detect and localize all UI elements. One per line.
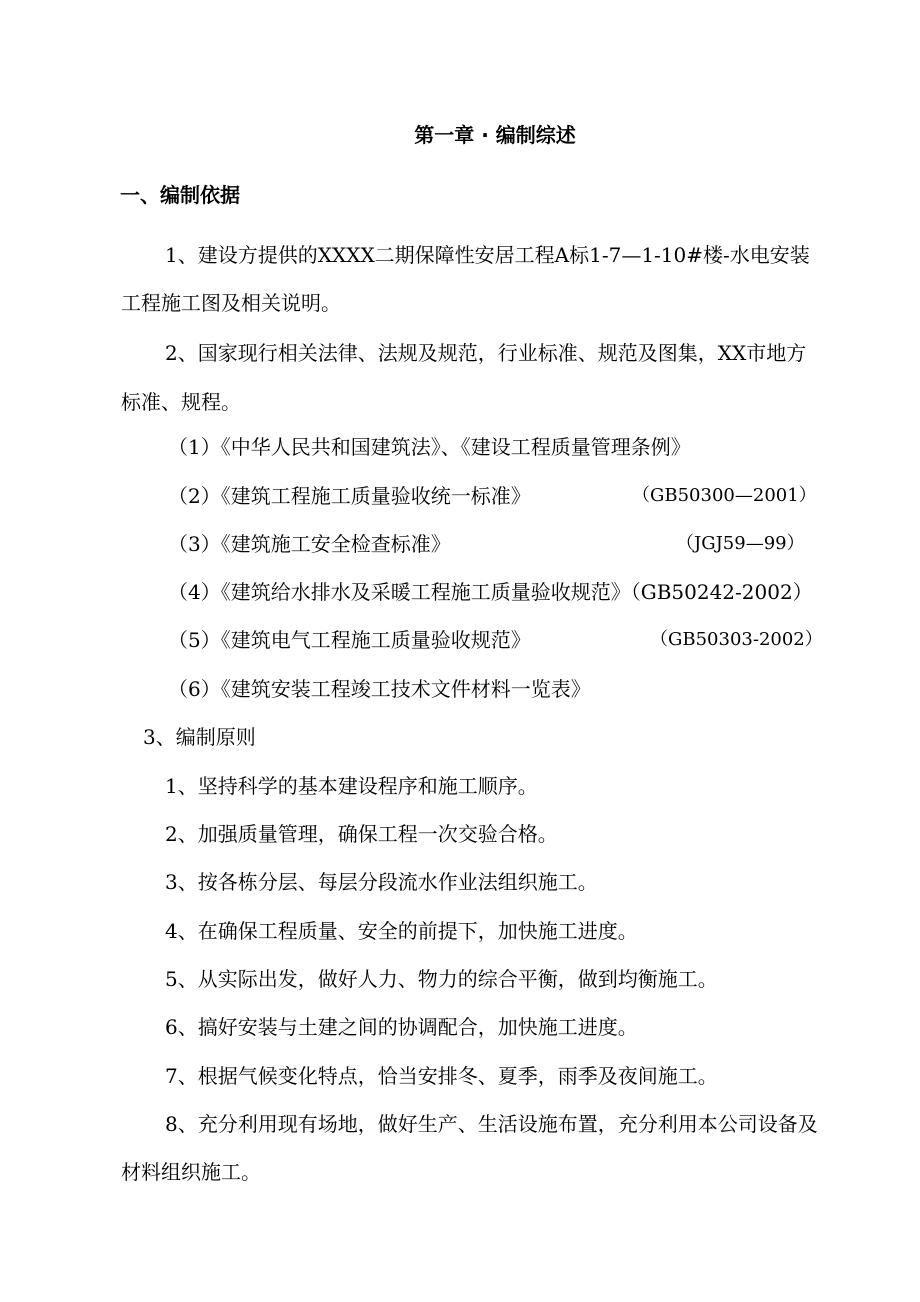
principle-item-1: 1、坚持科学的基本建设程序和施工顺序。 — [165, 774, 538, 798]
standard-item-6: （6）《建筑安装工程竣工技术文件材料一览表》 — [168, 677, 591, 701]
principle-item-7: 7、根据气候变化特点，恰当安排冬、夏季，雨季及夜间施工。 — [165, 1064, 718, 1088]
section-heading-basis: 一、编制依据 — [120, 183, 240, 207]
principle-item-8-line1: 8、充分利用现有场地，做好生产、生活设施布置，充分利用本公司设备及 — [165, 1112, 818, 1136]
basis-item-1-line1: 1、建设方提供的XXXX二期保障性安居工程A标1-7—1-10#楼-水电安装 — [165, 243, 810, 267]
standard-item-2: （2）《建筑工程施工质量验收统一标准》 — [168, 484, 531, 508]
principle-item-2: 2、加强质量管理，确保工程一次交验合格。 — [165, 822, 558, 846]
standard-item-5: （5）《建筑电气工程施工质量验收规范》 — [168, 628, 531, 652]
standard-item-1: （1）《中华人民共和国建筑法》、《建设工程质量管理条例》 — [168, 435, 691, 459]
chapter-title: 第一章 · 编制综述 — [414, 123, 576, 147]
standard-item-4: （4）《建筑给水排水及采暖工程施工质量验收规范》（GB50242-2002） — [168, 580, 813, 604]
basis-item-2-line1: 2、国家现行相关法律、法规及规范，行业标准、规范及图集，XX市地方 — [165, 341, 807, 365]
principles-heading: 3、编制原则 — [143, 725, 256, 749]
standard-code-2: （GB50300—2001） — [632, 485, 817, 506]
basis-item-2-line2: 标准、规程。 — [121, 390, 241, 414]
basis-item-1-line2: 工程施工图及相关说明。 — [121, 291, 341, 315]
principle-item-3: 3、按各栋分层、每层分段流水作业法组织施工。 — [165, 870, 598, 894]
principle-item-6: 6、搞好安装与土建之间的协调配合，加快施工进度。 — [165, 1015, 638, 1039]
standard-code-5: （GB50303-2002） — [650, 629, 823, 650]
principle-item-4: 4、在确保工程质量、安全的前提下，加快施工进度。 — [165, 919, 638, 943]
standard-item-3: （3）《建筑施工安全检查标准》 — [168, 532, 451, 556]
principle-item-5: 5、从实际出发，做好人力、物力的综合平衡，做到均衡施工。 — [165, 967, 718, 991]
principle-item-8-line2: 材料组织施工。 — [121, 1160, 261, 1184]
standard-code-3: （JGJ59—99） — [676, 533, 805, 554]
